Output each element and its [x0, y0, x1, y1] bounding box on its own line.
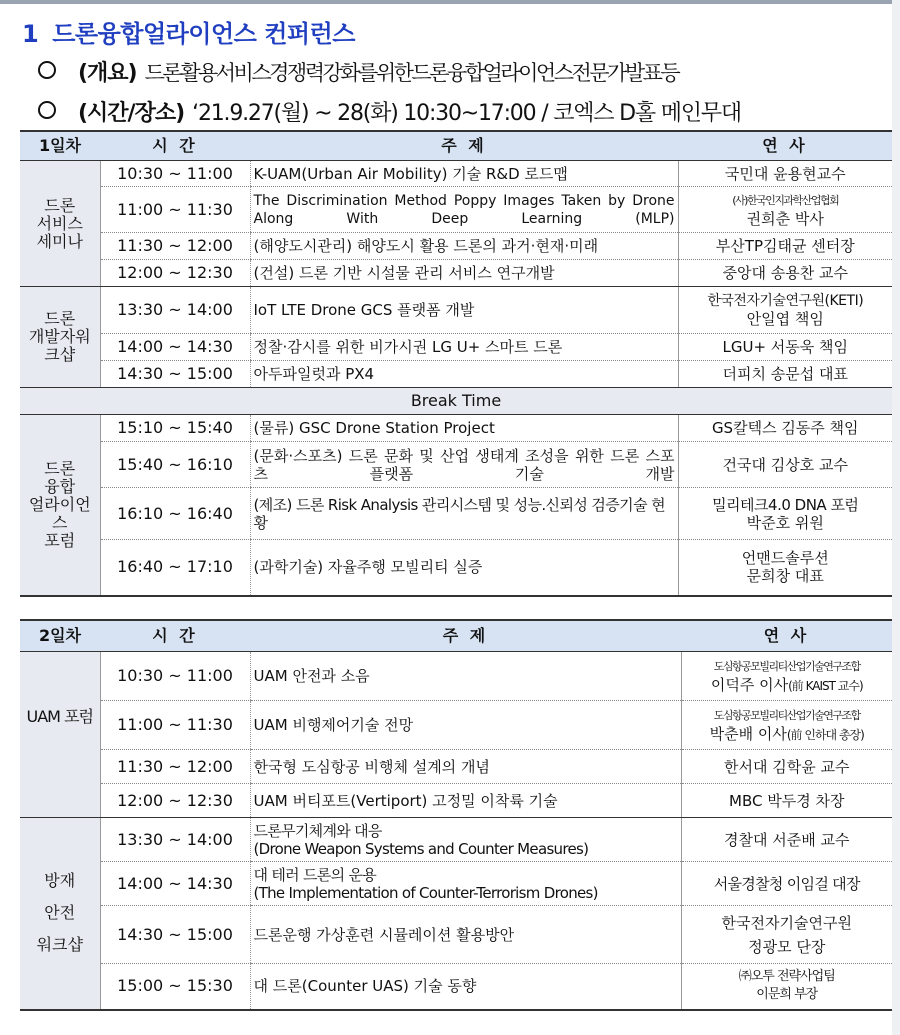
schedule-info-line [38, 96, 741, 127]
session-time: 16:10 ~ 16:40 [100, 488, 250, 540]
table-row [20, 750, 892, 784]
table-row [20, 784, 892, 818]
day1-speaker-header: 연 사 [678, 131, 892, 161]
speaker-note: (前 KAIST 교수) [788, 678, 863, 693]
table-row [20, 488, 892, 540]
table-row [20, 233, 892, 260]
circle-bullet-icon [38, 61, 56, 79]
group-label-safety-workshop: 방재 안전 워크샵 [20, 818, 100, 1010]
speaker-affiliation: 한국전자기술연구원(KETI) [707, 293, 864, 309]
session-time: 11:00 ~ 11:30 [100, 701, 250, 750]
session-speaker: 서울경찰청 이임걸 대장 [681, 862, 892, 906]
session-time: 11:30 ~ 12:00 [100, 233, 250, 260]
break-time-label: Break Time [20, 388, 892, 415]
session-speaker: 이덕주 이사 [710, 675, 789, 694]
speaker-affiliation: 밀리테크4.0 DNA 포럼 [712, 495, 859, 514]
group-label-drone-alliance-forum: 드론 융합 얼라이언 스 포럼 [20, 415, 100, 596]
session-topic: 대 테러 드론의 운용 [253, 865, 377, 884]
session-speaker-cell [678, 187, 892, 233]
day1-header-row [20, 131, 892, 161]
session-speaker: GS칼텍스 김동주 책임 [678, 415, 892, 442]
table-row [20, 361, 892, 388]
session-speaker: 문희창 대표 [746, 567, 824, 586]
group-label-drone-developer-workshop: 드론 개발자워 크샵 [20, 287, 100, 388]
session-speaker-cell [678, 287, 892, 334]
session-topic: (과학기술) 자율주행 모빌리티 실증 [250, 540, 678, 596]
session-time: 14:00 ~ 14:30 [100, 862, 250, 906]
session-topic: (문화·스포츠) 드론 문화 및 산업 생태계 조성을 위한 드론 스포츠 플랫폼 기술 개발 [250, 442, 678, 488]
section-title: 드론융합얼라이언스 컨퍼런스 [52, 20, 355, 48]
session-speaker: 박춘배 이사 [709, 724, 787, 743]
session-speaker: 경찰대 서준배 교수 [681, 818, 892, 862]
speaker-affiliation: (사)한국인지과학산업협회 [732, 193, 839, 207]
session-time: 10:30 ~ 11:00 [100, 161, 250, 187]
overview-text: 드론활용서비스경쟁력강화를위한드론융합얼라이언스전문가발표등 [144, 61, 679, 85]
table-row [20, 260, 892, 287]
session-speaker: 한서대 김학윤 교수 [681, 750, 892, 784]
speaker-affiliation: 도심항공모빌리티산업기술연구조합 [713, 659, 860, 673]
top-border [0, 0, 900, 4]
session-topic: (해양도시관리) 해양도시 활용 드론의 과거·현재·미래 [250, 233, 678, 260]
table-row [20, 652, 892, 701]
day2-topic-header: 주 제 [250, 620, 681, 652]
session-topic: K-UAM(Urban Air Mobility) 기술 R&D 로드맵 [250, 161, 678, 187]
session-topic: 드론무기체계와 대응 [253, 821, 382, 840]
session-speaker: 더피치 송문섭 대표 [678, 361, 892, 388]
speaker-affiliation: 한국전자기술연구원 [721, 913, 852, 932]
session-topic-cell [250, 862, 681, 906]
group-label-uam-forum: UAM 포럼 [20, 652, 100, 818]
session-speaker: 정광모 단장 [748, 937, 826, 956]
table-row [20, 287, 892, 334]
table-row [20, 334, 892, 361]
session-topic: The Discrimination Method Poppy Images Taken by Drone Along With Deep Learning (MLP) [250, 187, 678, 233]
overview-line [38, 56, 678, 87]
session-topic: 한국형 도심항공 비행체 설계의 개념 [250, 750, 681, 784]
session-speaker: 박준호 위원 [746, 513, 824, 532]
speaker-affiliation: 언맨드솔루션 [741, 549, 829, 568]
speaker-affiliation: ㈜오투 전략사업팀 [738, 969, 835, 985]
session-time: 14:00 ~ 14:30 [100, 334, 250, 361]
session-speaker-cell [681, 652, 892, 701]
day2-header-row [20, 620, 892, 652]
session-time: 10:30 ~ 11:00 [100, 652, 250, 701]
day2-schedule-table [20, 619, 892, 1011]
session-topic-cell [250, 818, 681, 862]
table-row [20, 187, 892, 233]
overview-label: (개요) [78, 61, 137, 86]
table-row [20, 906, 892, 964]
day2-speaker-header: 연 사 [681, 620, 892, 652]
table-row [20, 862, 892, 906]
session-time: 13:30 ~ 14:00 [100, 287, 250, 334]
session-time: 12:00 ~ 12:30 [100, 784, 250, 818]
session-time: 15:00 ~ 15:30 [100, 964, 250, 1010]
session-speaker: 부산TP김태균 센터장 [678, 233, 892, 260]
session-topic: 정찰·감시를 위한 비가시권 LG U+ 스마트 드론 [250, 334, 678, 361]
section-heading [22, 14, 355, 49]
table-row [20, 818, 892, 862]
session-time: 16:40 ~ 17:10 [100, 540, 250, 596]
table-row [20, 540, 892, 596]
section-number: 1 [22, 20, 39, 48]
session-speaker: 중앙대 송용찬 교수 [678, 260, 892, 287]
session-speaker: 권희춘 박사 [746, 209, 824, 228]
table-row [20, 161, 892, 187]
break-row [20, 388, 892, 415]
session-topic: IoT LTE Drone GCS 플랫폼 개발 [250, 287, 678, 334]
session-topic-english: (Drone Weapon Systems and Counter Measures) [253, 839, 589, 858]
session-speaker-cell [681, 701, 892, 750]
schedule-info-label: (시간/장소) [78, 101, 185, 126]
session-speaker: 이문희 부장 [756, 987, 818, 1003]
table-row [20, 415, 892, 442]
speaker-affiliation: 도심항공모빌리티산업기술연구조합 [713, 708, 860, 722]
circle-bullet-icon [38, 101, 56, 119]
day1-time-header: 시 간 [100, 131, 250, 161]
session-speaker: 건국대 김상호 교수 [678, 442, 892, 488]
table-row [20, 964, 892, 1010]
session-topic: (건설) 드론 기반 시설물 관리 서비스 연구개발 [250, 260, 678, 287]
session-speaker: 국민대 윤용현교수 [678, 161, 892, 187]
session-time: 14:30 ~ 15:00 [100, 361, 250, 388]
day2-day-header: 2일차 [20, 620, 100, 652]
table-row [20, 701, 892, 750]
day1-day-header: 1일차 [20, 131, 100, 161]
table-row [20, 442, 892, 488]
session-topic: 드론운행 가상훈련 시뮬레이션 활용방안 [250, 906, 681, 964]
session-speaker-cell [681, 906, 892, 964]
session-time: 13:30 ~ 14:00 [100, 818, 250, 862]
session-time: 11:30 ~ 12:00 [100, 750, 250, 784]
day1-schedule-table [20, 130, 892, 597]
session-speaker: 안일엽 책임 [746, 310, 824, 328]
session-time: 11:00 ~ 11:30 [100, 187, 250, 233]
session-time: 12:00 ~ 12:30 [100, 260, 250, 287]
session-topic: (제조) 드론 Risk Analysis 관리시스템 및 성능.신뢰성 검증기술 현황 [250, 488, 678, 540]
session-topic: 대 드론(Counter UAS) 기술 동향 [250, 964, 681, 1010]
group-label-drone-service-seminar: 드론 서비스 세미나 [20, 161, 100, 287]
session-time: 14:30 ~ 15:00 [100, 906, 250, 964]
session-topic: 아두파일럿과 PX4 [250, 361, 678, 388]
session-topic-english: (The Implementation of Counter-Terrorism Drones) [253, 883, 598, 902]
session-topic: (물류) GSC Drone Station Project [250, 415, 678, 442]
session-speaker-cell [681, 964, 892, 1010]
session-time: 15:40 ~ 16:10 [100, 442, 250, 488]
schedule-info-text: ‘21.9.27(월) ~ 28(화) 10:30~17:00 / 코엑스 D홀 메인무대 [192, 101, 741, 126]
day1-topic-header: 주 제 [250, 131, 678, 161]
speaker-note: (前 인하대 총장) [786, 727, 864, 742]
session-time: 15:10 ~ 15:40 [100, 415, 250, 442]
session-topic: UAM 안전과 소음 [250, 652, 681, 701]
session-topic: UAM 비행제어기술 전망 [250, 701, 681, 750]
session-speaker: LGU+ 서동욱 책임 [678, 334, 892, 361]
day2-time-header: 시 간 [100, 620, 250, 652]
session-speaker: MBC 박두경 차장 [681, 784, 892, 818]
session-speaker-cell [678, 540, 892, 596]
session-speaker-cell [678, 488, 892, 540]
right-scroll-edge [892, 0, 900, 1035]
session-topic: UAM 버티포트(Vertiport) 고정밀 이착륙 기술 [250, 784, 681, 818]
